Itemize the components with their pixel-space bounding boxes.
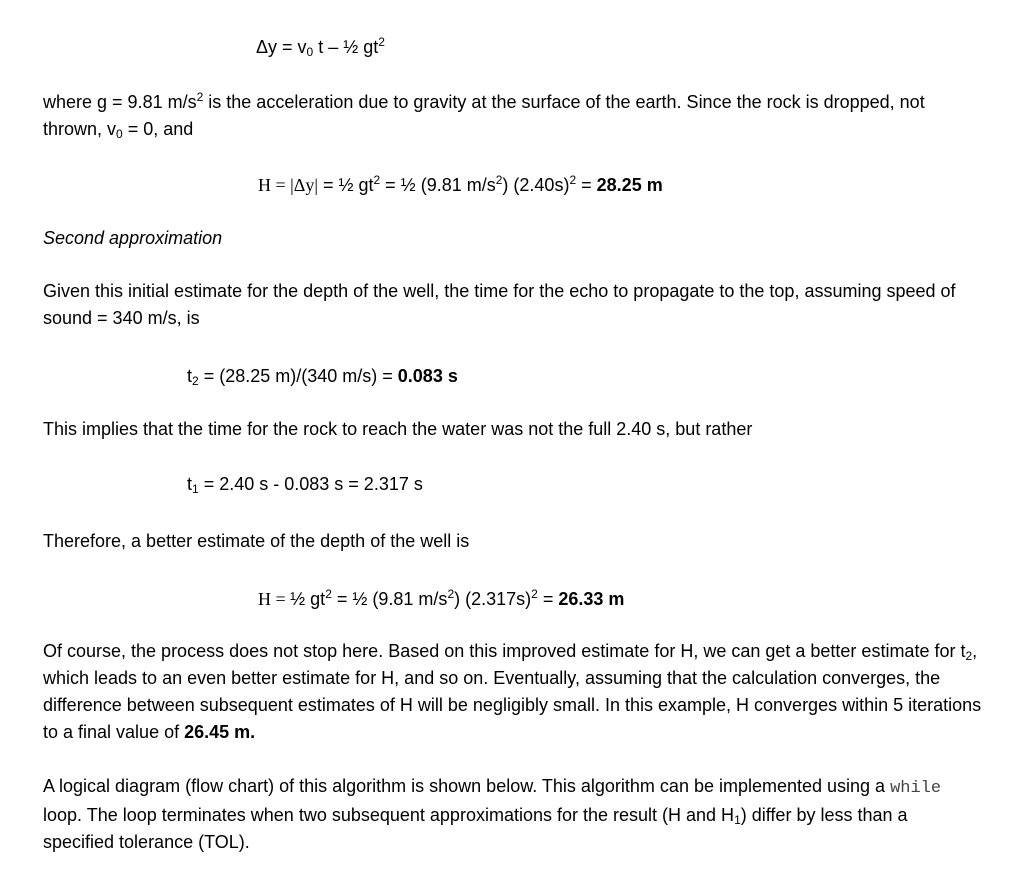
equation-second-estimate: H = ½ $gt^2$ = ½ (9.81 $m/s^2$) $(2.317s)^2 = 26.33$ m — [258, 587, 625, 609]
paragraph-echo-time: Given this initial estimate for the depth of the well, the time for the echo to propagate to the top, assuming speed of sound = 340 m/s, is — [43, 281, 956, 328]
paragraph-gravity-definition: where g = 9.81 $m/s^2$ is the acceleration due to gravity at the surface of the earth. Since the rock is dropped, not thrown, $v_0 = 0$, and — [43, 90, 925, 141]
result-echo-time: 0.083 s — [397, 366, 458, 386]
equation-kinematics: $\Delta y = v_0$ t – ½ $gt^2$ — [256, 35, 385, 59]
section-heading-second-approximation: Second approximation — [43, 228, 223, 248]
code-keyword-while: while — [890, 779, 942, 798]
paragraph-better-estimate: Therefore, a better estimate of the depth of the well is — [43, 531, 470, 551]
result-second-estimate: 26.33 m — [558, 589, 625, 609]
result-final-value: 26.45 m. — [184, 722, 256, 742]
equation-echo-time: $t_2 = (28.25$ m)/(340 m/s) = 0.083 s — [187, 366, 458, 388]
paragraph-convergence: Of course, the process does not stop here. Based on this improved estimate for H, we can get a better estimate for $t_2$, which leads to an even better estimate for H, and so on. Eventually, assuming that the calculation converges, the difference between subsequent estimates of H will be negligibly small. In this example, H converges within 5 iterations to a final value of 26.45 m. — [43, 641, 982, 742]
equation-fall-time: $t_1 = 2.40$ s - 0.083 s = 2.317 s — [187, 474, 423, 496]
result-first-estimate: 28.25 m — [596, 175, 663, 195]
paragraph-implication: This implies that the time for the rock to reach the water was not the full 2.40 s, but rather — [43, 419, 753, 439]
paragraph-flowchart-intro: A logical diagram (flow chart) of this algorithm is shown below. This algorithm can be implemented using a while loop. The loop terminates when two subsequent approximations for the result (H and $H_1$) differ by less than a specified tolerance (TOL). — [43, 776, 942, 852]
equation-first-estimate: H = |Δy| = ½ $gt^2$ = ½ (9.81 $m/s^2$) $(2.40s)^2 = 28.25$ m — [258, 173, 663, 195]
